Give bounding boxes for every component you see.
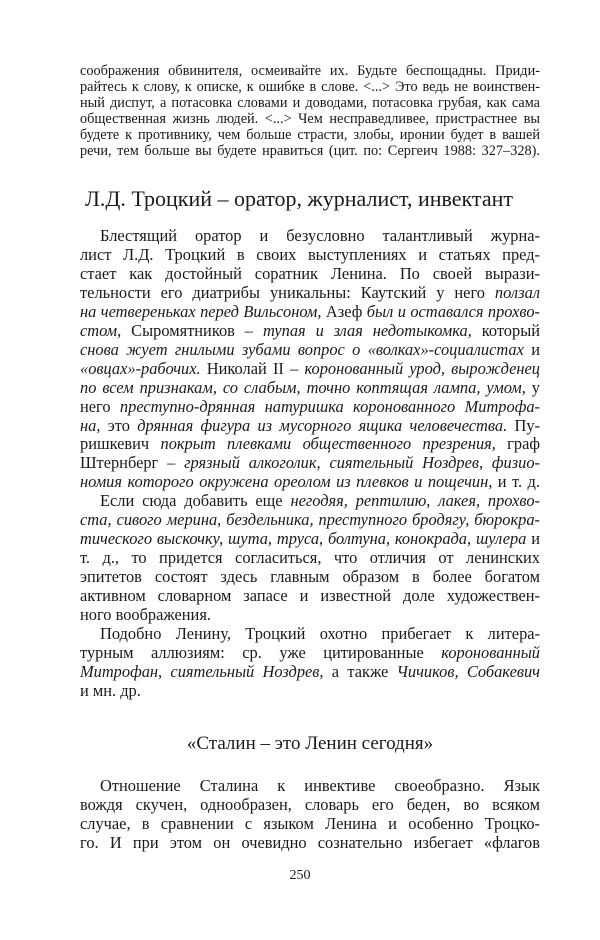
text-run: турным аллюзиям: ср. уже цитированные — [80, 642, 442, 662]
text-line — [80, 568, 540, 587]
text-line — [80, 303, 540, 322]
text-run: лист Л.Д. Троцкий в своих выступлениях и статьях пред- — [80, 244, 540, 264]
italic-quotation: был и оставался прохво- — [366, 301, 540, 321]
paragraph — [80, 227, 540, 492]
text-run: райтесь к слову, к описке, к ошибке в слове. <...> Это ведь не воинствен- — [80, 78, 540, 95]
text-line — [80, 435, 540, 454]
text-line — [80, 454, 540, 473]
text-run: Подобно Ленину, Троцкий охотно прибегает к литера- — [100, 624, 540, 644]
text-line — [80, 80, 540, 96]
text-run: а также — [323, 661, 397, 681]
page-number: 250 — [289, 868, 311, 883]
italic-quotation: «овцах»-рабочих. — [80, 358, 201, 378]
text-line — [80, 663, 540, 682]
text-line — [80, 587, 540, 606]
text-run: общественная жизнь людей. <...> Чем несправедливее, пристрастнее вы — [80, 110, 540, 127]
text-line — [80, 644, 540, 663]
text-run: тельности его диатрибы уникальны: Каутский у него — [80, 282, 495, 302]
italic-quotation: Чичиков, Собакевич — [396, 661, 540, 681]
text-run: вождя скучен, однообразен, словарь его беден, во всяком — [80, 795, 540, 814]
text-run: Сыромятников – — [121, 320, 263, 340]
italic-quotation: негодяя, рептилию, лакея, прохво- — [290, 491, 540, 511]
text-line — [80, 341, 540, 360]
italic-quotation: по всем признакам, со слабым, точно коптящая лампа, умом, — [80, 377, 526, 397]
text-run: и т. д. — [492, 472, 540, 492]
text-line — [80, 492, 540, 511]
italic-quotation: ползал — [494, 282, 540, 302]
text-line — [80, 64, 540, 80]
italic-quotation: на четвереньках перед Вильсоном, — [80, 301, 322, 321]
paragraph — [80, 625, 540, 701]
text-run: Азеф — [321, 301, 367, 321]
text-line — [80, 606, 540, 625]
text-line — [80, 549, 540, 568]
italic-quotation: дрянная фигура из мусорного ящика человечества. — [137, 415, 508, 435]
italic-quotation: тупая и злая недотыкомка, — [262, 320, 472, 340]
text-run: Если сюда добавить еще — [100, 491, 291, 511]
text-run: речи, тем больше вы будете нравиться (цит. по: Сергеич 1988: 327–328). — [80, 142, 540, 159]
text-line — [80, 833, 540, 852]
text-run: ного воображения. — [80, 605, 211, 625]
section-body-stalin — [80, 776, 540, 852]
text-run: Пу- — [507, 415, 540, 435]
paragraph — [80, 776, 540, 852]
text-run: активном словарном запасе и известной доле художествен- — [80, 586, 540, 606]
italic-quotation: покрыт плевками общественного презрения, — [160, 434, 496, 454]
italic-quotation: коронованный урод, вырожденец — [304, 358, 540, 378]
italic-quotation: преступно-дрянная натуришка коронованного Митрофа- — [119, 396, 540, 416]
text-run: и мн. др. — [80, 680, 141, 700]
block-quote — [80, 64, 540, 159]
text-run: который — [471, 320, 540, 340]
text-run: соображения обвинителя, осмеивайте их. Будьте беспощадны. Приди- — [80, 63, 540, 79]
text-line — [80, 814, 540, 833]
text-run: у — [525, 377, 540, 397]
section-heading-stalin: «Сталин – это Ленин сегодня» — [186, 733, 434, 754]
text-line — [80, 246, 540, 265]
text-run: эпитетов состоят здесь главным образом в более богатом — [80, 567, 540, 587]
italic-quotation: грязный алкоголик, сиятельный Ноздрев, физио- — [184, 453, 540, 473]
text-run: Блестящий оратор и безусловно талантливый журна- — [100, 226, 540, 245]
section-body-trotsky — [80, 227, 540, 701]
text-line — [80, 776, 540, 795]
text-line — [80, 417, 540, 436]
italic-quotation: Митрофан, сиятельный Ноздрев, — [80, 661, 324, 681]
text-line — [80, 360, 540, 379]
italic-quotation: тического выскочку, шута, труса, болтуна, конокрада, шулера — [80, 529, 527, 549]
text-run: Николай II – — [200, 358, 305, 378]
text-line — [80, 128, 540, 144]
text-run: него — [80, 396, 120, 416]
text-line — [80, 284, 540, 303]
text-line — [80, 398, 540, 417]
text-run: стает как достойный соратник Ленина. По своей вырази- — [80, 263, 540, 283]
italic-quotation: коронованный — [441, 642, 540, 662]
text-run: т. д., то придется согласиться, что отличия от ленинских — [80, 548, 540, 568]
italic-quotation: номия которого окружена ореолом из плевков и пощечин, — [80, 472, 493, 492]
text-line — [80, 682, 540, 701]
text-run: Отношение Сталина к инвективе своеобразно. Язык — [100, 776, 540, 795]
text-line — [80, 112, 540, 128]
text-line — [80, 144, 540, 160]
text-run: это — [100, 415, 138, 435]
text-run: и — [526, 529, 540, 549]
text-line — [80, 625, 540, 644]
text-line — [80, 265, 540, 284]
text-line — [80, 530, 540, 549]
italic-quotation: ста, сивого мерина, бездельника, преступного бродягу, бюрокра- — [80, 510, 540, 530]
italic-quotation: стом, — [80, 320, 122, 340]
paragraph — [80, 64, 540, 159]
text-line — [80, 322, 540, 341]
text-run: граф — [495, 434, 540, 454]
text-line — [80, 511, 540, 530]
text-line — [80, 379, 540, 398]
text-run: и — [523, 339, 540, 359]
text-line — [80, 227, 540, 246]
italic-quotation: на, — [80, 415, 101, 435]
italic-quotation: снова жует гнилыми зубами вопрос о «волках»-социалистах — [80, 339, 524, 359]
text-run: го. И при этом он очевидно сознательно избегает «флагов — [80, 833, 540, 852]
section-heading-trotsky: Л.Д. Троцкий – оратор, журналист, инвектант — [85, 186, 513, 211]
text-run: ришкевич — [80, 434, 161, 454]
paragraph — [80, 492, 540, 625]
text-run: случае, в сравнении с языком Ленина и особенно Троцко- — [80, 814, 540, 833]
text-run: будете к противнику, чем больше страсти, злобы, иронии будет в вашей — [80, 126, 540, 143]
text-run: Штернберг – — [80, 453, 185, 473]
text-run: ный диспут, а потасовка словами и доводами, потасовка грубая, как сама — [80, 94, 540, 111]
text-line — [80, 96, 540, 112]
text-line — [80, 473, 540, 492]
text-line — [80, 795, 540, 814]
